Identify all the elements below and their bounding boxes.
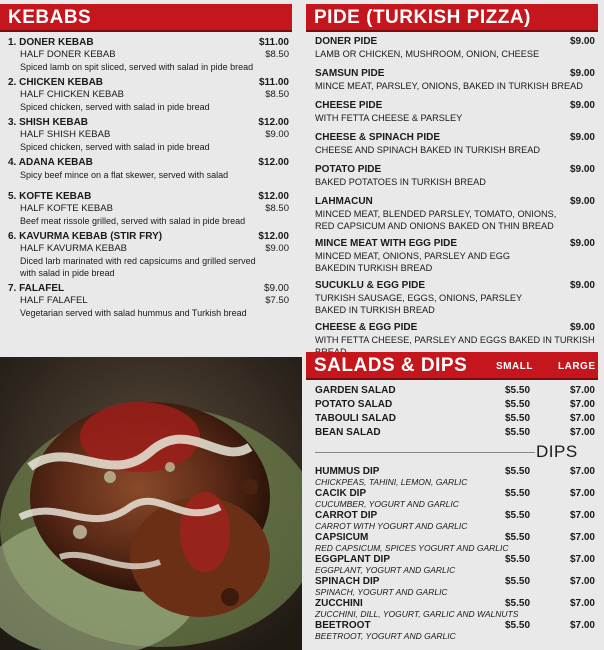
item-description: EGGPLANT, YOGURT AND GARLIC [315,565,456,575]
half-item-price: $8.50 [265,49,289,60]
half-item-price: $7.50 [265,295,289,306]
dip-item [315,620,595,642]
kebab-item [8,37,289,73]
large-price: $7.00 [569,598,595,609]
item-price: $11.00 [258,37,289,48]
salad-row [315,398,595,412]
item-price: $9.00 [569,132,595,143]
pide-item [315,100,595,124]
right-column [306,0,604,650]
small-price: $5.50 [505,576,531,587]
dips-divider [315,452,535,453]
large-price: $7.00 [569,510,595,521]
large-column-header: LARGE [558,361,596,372]
item-description: WITH FETTA CHEESE, PARSLEY AND EGGS BAKED IN TURKISH [315,335,595,345]
item-description: SPINACH, YOGURT AND GARLIC [315,587,448,597]
small-price: $5.50 [505,488,531,499]
item-name: POTATO PIDE [315,164,382,175]
item-name: LAHMACUN [315,196,373,207]
pide-item [315,164,595,188]
item-price: $11.00 [258,77,289,88]
small-column-header: SMALL [496,361,533,372]
pide-item [315,196,595,232]
large-price: $7.00 [569,385,595,396]
kebab-item [8,117,289,153]
small-price: $5.50 [505,385,531,396]
kebab-item [8,191,289,227]
item-name: 6. KAVURMA KEBAB (STIR FRY) [8,231,163,242]
item-name: MINCE MEAT WITH EGG PIDE [315,238,458,249]
item-name: SAMSUN PIDE [315,68,385,79]
salad-list [315,384,595,440]
large-price: $7.00 [569,413,595,424]
pide-header [306,4,598,32]
item-name: SPINACH DIP [315,576,380,587]
item-description: LAMB OR CHICKEN, MUSHROOM, ONION, CHEESE [315,49,540,59]
large-price: $7.00 [569,488,595,499]
small-price: $5.50 [505,466,531,477]
item-name: CHEESE & EGG PIDE [315,322,418,333]
half-item-price: $8.50 [265,203,289,214]
large-price: $7.00 [569,466,595,477]
item-description: BAKED POTATOES IN TURKISH BREAD [315,177,486,187]
item-description: Beef meat rissole grilled, served with salad in pide bread [20,216,246,226]
salad-row [315,426,595,440]
dip-item [315,532,595,554]
item-name: BEETROOT [315,620,371,631]
large-price: $7.00 [569,576,595,587]
item-description: Spiced chicken, served with salad in pide bread [20,102,210,112]
large-price: $7.00 [569,620,595,631]
item-price: $9.00 [569,36,595,47]
item-name: BEAN SALAD [315,427,381,438]
kebab-list [8,37,289,323]
item-description-line-2: RED CAPSICUM AND ONIONS BAKED ON THIN BREAD [315,221,554,231]
small-price: $5.50 [505,510,531,521]
item-description: BEETROOT, YOGURT AND GARLIC [315,631,456,641]
dip-item [315,510,595,532]
item-name: 1. DONER KEBAB [8,37,94,48]
item-name: CHEESE PIDE [315,100,383,111]
item-description-line-2: BAKED IN TURKISH BREAD [315,305,435,315]
item-description-line-2: with salad in pide bread [20,268,115,278]
large-price: $7.00 [569,427,595,438]
item-name: DONER PIDE [315,36,378,47]
kebabs-title: KEBABS [8,7,92,28]
salads-dips-title: SALADS & DIPS [314,355,468,376]
small-price: $5.50 [505,554,531,565]
small-price: $5.50 [505,598,531,609]
large-price: $7.00 [569,532,595,543]
item-description: Spiced chicken, served with salad in pide bread [20,142,210,152]
item-description: MINCE MEAT, PARSLEY, ONIONS, BAKED IN TURKISH BREAD [315,81,583,91]
item-description: CHICKPEAS, TAHINI, LEMON, GARLIC [315,477,468,487]
item-description: RED CAPSICUM, SPICES YOGURT AND GARLIC [315,543,509,553]
dip-item [315,576,595,598]
half-item-price: $9.00 [265,129,289,140]
item-price: $9.00 [263,283,289,294]
salad-row [315,384,595,398]
large-price: $7.00 [569,399,595,410]
item-description: CHEESE AND SPINACH BAKED IN TURKISH BREAD [315,145,540,155]
item-name: EGGPLANT DIP [315,554,391,565]
pide-item [315,132,595,156]
item-description: Diced larb marinated with red capsicums and grilled served [20,256,256,266]
kebab-food-photo [0,357,302,650]
food-photo-illustration [0,357,302,650]
item-name: HUMMUS DIP [315,466,380,477]
dip-list [315,466,595,642]
pide-item [315,280,595,316]
pide-item [315,68,595,92]
item-name: SUCUKLU & EGG PIDE [315,280,426,291]
item-name: CARROT DIP [315,510,378,521]
pide-item [315,238,595,274]
item-price: $9.00 [569,280,595,291]
item-description: TURKISH SAUSAGE, EGGS, ONIONS, PARSLEY [315,293,523,303]
item-name: CHEESE & SPINACH PIDE [315,132,441,143]
large-price: $7.00 [569,554,595,565]
item-name: 4. ADANA KEBAB [8,157,93,168]
item-name: ZUCCHINI [315,598,363,609]
item-price: $9.00 [569,100,595,111]
item-price: $12.00 [258,231,289,242]
item-description-line-2: BAKEDIN TURKISH BREAD [315,263,433,273]
small-price: $5.50 [505,399,531,410]
dip-item [315,598,595,620]
item-description: WITH FETTA CHEESE & PARSLEY [315,113,463,123]
dip-item [315,466,595,488]
half-item-name: HALF SHISH KEBAB [20,129,111,140]
dip-item [315,554,595,576]
item-description: Spicy beef mince on a flat skewer, served with salad [20,170,229,180]
dips-title: DIPS [536,442,578,461]
item-name: GARDEN SALAD [315,385,396,396]
item-name: POTATO SALAD [315,399,393,410]
small-price: $5.50 [505,620,531,631]
item-price: $9.00 [569,68,595,79]
item-description: CUCUMBER, YOGURT AND GARLIC [315,499,459,509]
half-item-name: HALF FALAFEL [20,295,88,306]
kebab-item [8,157,289,181]
item-description: CARROT WITH YOGURT AND GARLIC [315,521,468,531]
item-price: $12.00 [258,117,289,128]
small-price: $5.50 [505,532,531,543]
item-description: MINCED MEAT, ONIONS, PARSLEY AND EGG [315,251,511,261]
item-price: $12.00 [258,157,289,168]
kebab-item [8,231,289,279]
item-price: $9.00 [569,322,595,333]
item-name: 5. KOFTE KEBAB [8,191,92,202]
item-price: $9.00 [569,238,595,249]
item-price: $12.00 [258,191,289,202]
small-price: $5.50 [505,413,531,424]
kebabs-header [0,4,292,32]
dip-item [315,488,595,510]
salad-row [315,412,595,426]
half-item-name: HALF KOFTE KEBAB [20,203,113,214]
half-item-name: HALF CHICKEN KEBAB [20,89,124,100]
half-item-name: HALF DONER KEBAB [20,49,116,60]
item-description: Vegetarian served with salad hummus and Turkish bread [20,308,247,318]
item-name: 3. SHISH KEBAB [8,117,89,128]
half-item-price: $9.00 [265,243,289,254]
pide-item [315,36,595,60]
half-item-price: $8.50 [265,89,289,100]
pide-title: PIDE (TURKISH PIZZA) [314,7,531,28]
salads-dips-header [306,352,598,380]
half-item-name: HALF KAVURMA KEBAB [20,243,127,254]
item-price: $9.00 [569,196,595,207]
item-description: ZUCCHINI, DILL, YOGURT, GARLIC AND WALNUTS [315,609,519,619]
small-price: $5.50 [505,427,531,438]
item-name: 7. FALAFEL [8,283,65,294]
item-description: MINCED MEAT, BLENDED PARSLEY, TOMATO, ONIONS, [315,209,557,219]
item-price: $9.00 [569,164,595,175]
item-description: Spiced lamb on spit sliced, served with salad in pide bread [20,62,254,72]
item-name: 2. CHICKEN KEBAB [8,77,104,88]
item-name: CACIK DIP [315,488,367,499]
pide-list [315,36,595,362]
item-name: CAPSICUM [315,532,369,543]
kebab-item [8,283,289,319]
item-name: TABOULI SALAD [315,413,396,424]
kebab-item [8,77,289,113]
